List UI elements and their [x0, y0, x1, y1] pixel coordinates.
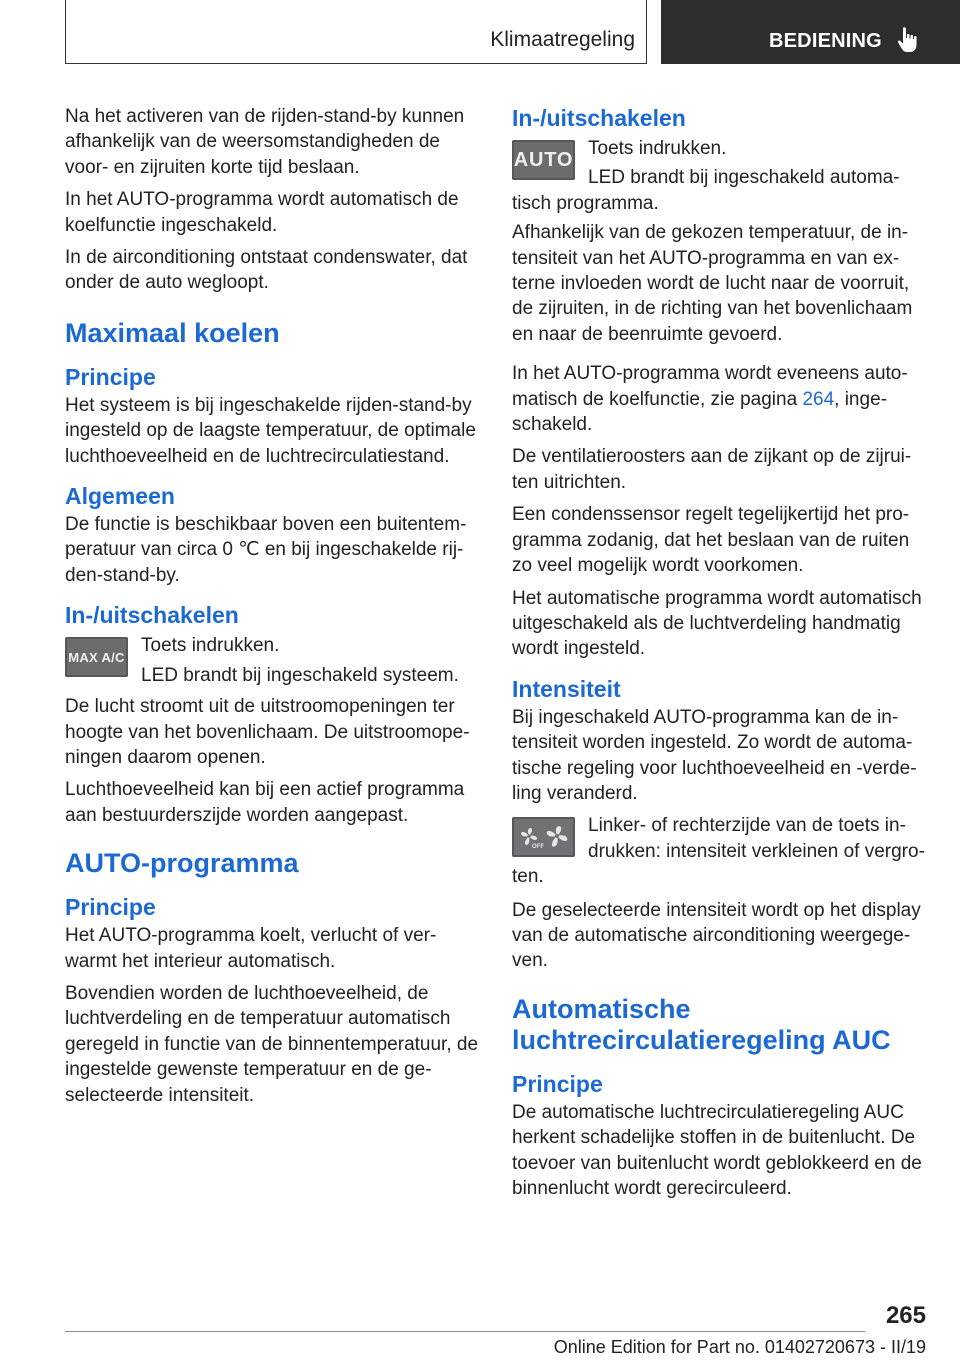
principe-1-text: Het systeem is bij ingeschakelde rijden-stand-by ingesteld op de laagste temperatuur, de optimale luchthoeveelheid en de luchtrecirculatiestand.	[65, 394, 476, 467]
right-column	[512, 104, 928, 1208]
intensiteit-step: Linker- of rechterzijde van de toets indrukken: intensiteit verkleinen of vergroten.	[512, 815, 925, 888]
heading-auto-programma: AUTO-programma	[65, 848, 299, 879]
heading-inuit-1: In-/uitschakelen	[65, 602, 239, 629]
heading-algemeen: Algemeen	[65, 483, 175, 510]
header-chapter-title: BEDIENING	[769, 30, 882, 52]
heading-max-cooling: Maximaal koelen	[65, 317, 280, 348]
auto-instruction	[512, 136, 928, 216]
heading-inuit-2: In-/uitschakelen	[512, 105, 686, 131]
left-column	[65, 104, 481, 1115]
heading-intensiteit: Intensiteit	[512, 675, 621, 702]
page-header	[0, 0, 960, 66]
hand-pointer-icon	[897, 26, 921, 54]
max-ac-button-icon: MAX A/C	[65, 637, 128, 677]
maxac-step-2: LED brandt bij ingeschakeld systeem.	[141, 664, 459, 686]
inuit-1-text-2: Luchthoeveelheid kan bij een actief programma aan bestuurderszijde worden aangepast.	[65, 779, 465, 826]
intro-paragraph-3: In de airconditioning ontstaat condenswater, dat onder de auto wegloopt.	[65, 247, 468, 294]
header-chapter-tab	[661, 0, 960, 64]
intro-paragraph-1: Na het activeren van de rijden-stand-by kunnen afhankelijk van de weersomstandigheden de voor- en zijruiten korte tijd beslaan.	[65, 106, 465, 178]
principe-2-text-2: Bovendien worden de luchthoeveelheid, de luchtverdeling en de temperatuur automatisch geregeld in functie van de binnentemperatuur, de ingestelde gewenste temperatuur en de geselecteerde intensiteit.	[65, 982, 479, 1106]
page-264-link[interactable]: 264	[802, 388, 835, 410]
inuit-1-text-1: De lucht stroomt uit de uitstroomopeningen ter hoogte van het bovenlichaam. De uitstroomopeningen daarom openen.	[65, 696, 470, 768]
fan-intensity-button-icon	[512, 817, 575, 857]
inuit-2-text-5: Het automatische programma wordt automatisch uitgeschakeld als de luchtverdeling handmatig wordt ingesteld.	[512, 587, 922, 660]
heading-principe-3: Principe	[512, 1070, 603, 1097]
principe-3-text: De automatische luchtrecirculatieregeling AUC herkent schadelijke stoffen in de buitenlucht. De toevoer van buitenlucht wordt geblokkeerd en de binnenlucht wordt gerecirculeerd.	[512, 1101, 922, 1199]
fan-small-icon	[517, 825, 545, 851]
maxac-instruction	[65, 633, 481, 688]
principe-2-text-1: Het AUTO-programma koelt, verlucht of verwarmt het interieur automatisch.	[65, 925, 437, 972]
page-number: 265	[885, 1302, 926, 1329]
auto-step-2: LED brandt bij ingeschakeld automatisch programma.	[512, 167, 900, 214]
footer-divider	[65, 1331, 865, 1332]
fan-instruction	[512, 813, 928, 889]
fan-large-icon	[544, 824, 570, 850]
header-section-title: Klimaatregeling	[490, 28, 635, 51]
heading-principe-1: Principe	[65, 363, 156, 390]
inuit-2-text-2a: In het AUTO-programma wordt eveneens automatisch de koelfunctie, zie pagina	[512, 363, 908, 410]
auto-button-icon: AUTO	[512, 140, 575, 180]
heading-auc-line-2: luchtrecirculatieregeling AUC	[512, 1024, 891, 1055]
heading-principe-2: Principe	[65, 894, 156, 921]
inuit-2-text-1: Afhankelijk van de gekozen temperatuur, de intensiteit van het AUTO-programma en van externe invloeden wordt de lucht naar de voorruit, de zijruiten, in de richting van het bovenlichaam en naar de beenruimte gevoerd.	[512, 222, 913, 345]
footer-edition: Online Edition for Part no. 01402720673 - II/19	[553, 1337, 926, 1357]
algemeen-text: De functie is beschikbaar boven een buitentemperatuur van circa 0 ℃ en bij ingeschakelde rijden-stand-by.	[65, 514, 467, 586]
intensiteit-text-1: Bij ingeschakeld AUTO-programma kan de intensiteit worden ingesteld. Zo wordt de automatische regeling voor luchthoeveelheid en -verdeling veranderd.	[512, 706, 917, 804]
auto-step-1: Toets indrukken.	[588, 138, 727, 159]
heading-auc	[512, 994, 928, 1056]
fan-off-label: OFF	[532, 844, 545, 851]
maxac-step-1: Toets indrukken.	[141, 635, 280, 657]
heading-auc-line-1: Automatische	[512, 993, 691, 1024]
intro-paragraph-2: In het AUTO-programma wordt automatisch de koelfunctie ingeschakeld.	[65, 189, 459, 236]
inuit-2-text-2	[512, 361, 928, 437]
intensiteit-text-2: De geselecteerde intensiteit wordt op het display van de automatische airconditioning weergegeven.	[512, 899, 921, 972]
inuit-2-text-4: Een condenssensor regelt tegelijkertijd het programma zodanig, dat het beslaan van de ruiten zo veel mogelijk wordt voorkomen.	[512, 504, 910, 577]
inuit-2-text-2b: , ingeschakeld.	[512, 388, 887, 436]
inuit-2-text-3: De ventilatieroosters aan de zijkant op de zijruiten uitrichten.	[512, 446, 912, 493]
